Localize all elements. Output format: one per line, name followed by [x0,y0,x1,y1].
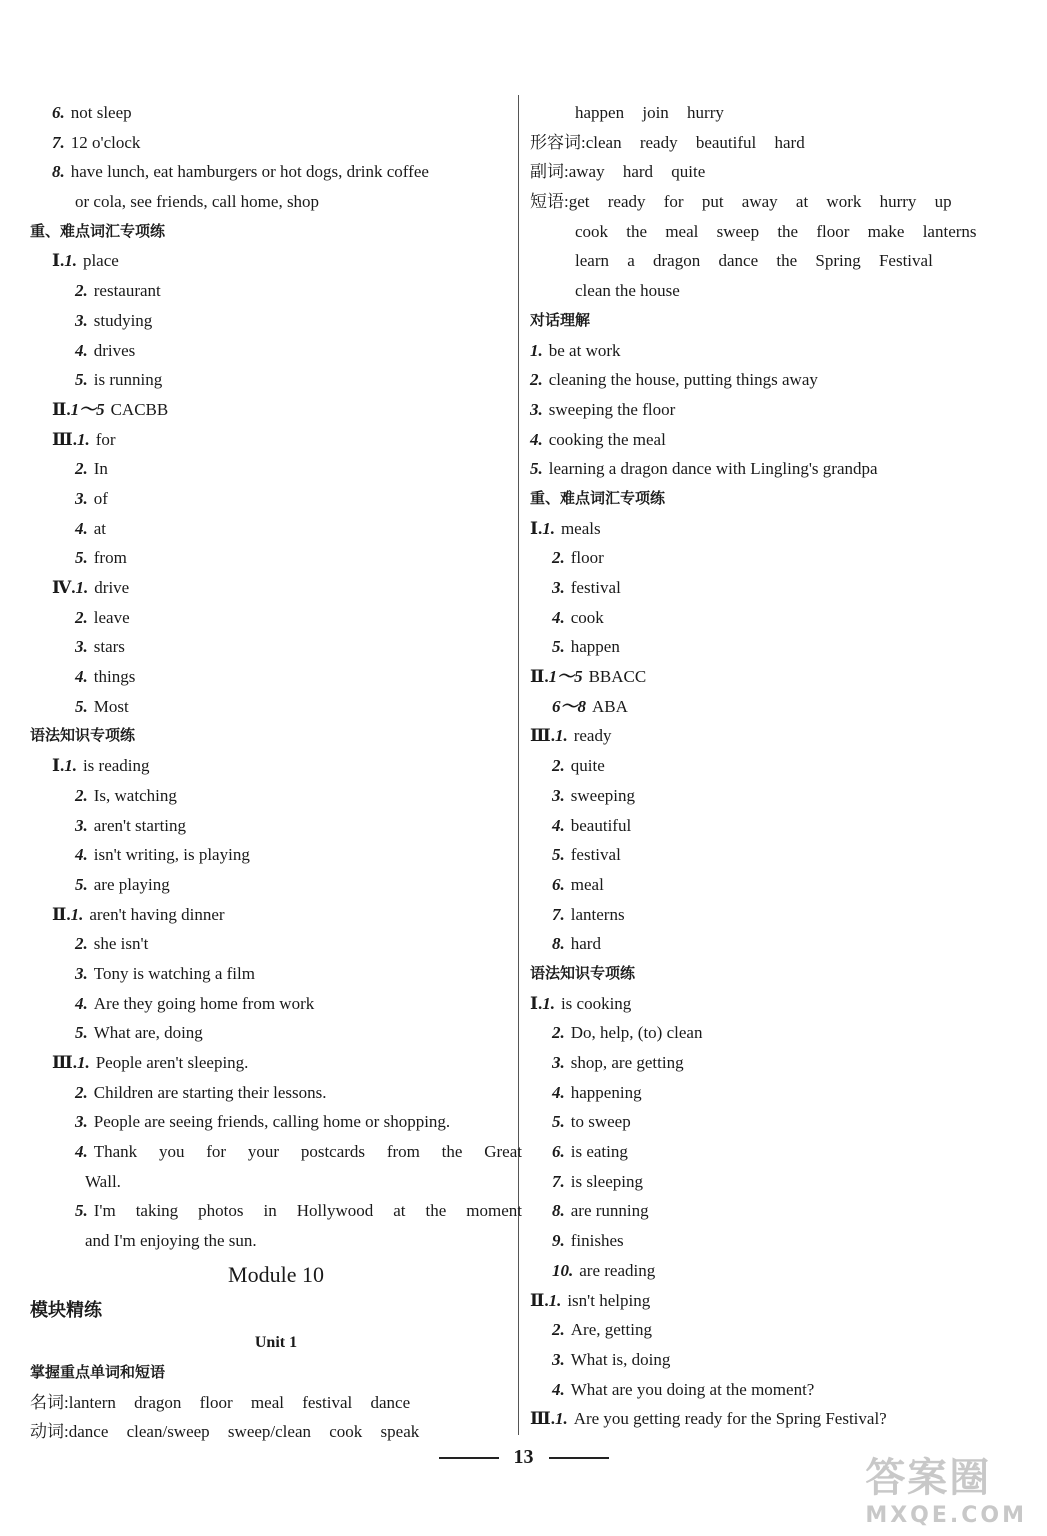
answer-line [530,632,1000,662]
answer-line [30,1294,522,1328]
answer-line [30,781,522,811]
answer-text: shop, are getting [570,1053,684,1072]
answer-text: sweeping the floor [548,399,676,419]
answer-line [530,781,1000,811]
answer-text: Do, help, (to) clean [570,1023,703,1043]
answer-text: hard [570,934,601,954]
answer-line [530,514,1000,544]
answer-line [30,840,522,870]
answer-line [30,1196,522,1226]
answer-text: What are you doing at the moment? [570,1379,815,1399]
item-number: 3. [75,815,88,835]
item-number: 3. [75,1112,88,1132]
item-number: 7. [552,1171,565,1191]
answer-text: isn't helping [567,1290,651,1310]
answer-text: and I'm enjoying the sun. [85,1231,257,1251]
item-number: 4. [552,1379,565,1399]
item-number: 5. [552,1112,565,1132]
answer-line [530,306,1000,336]
item-number: 4. [75,1142,88,1162]
answer-line [30,454,522,484]
answer-line [530,425,1000,455]
answer-text: finishes [570,1231,624,1251]
answer-line [530,187,1000,217]
item-number: 3. [75,963,88,983]
answer-line [30,217,522,247]
item-number: 4. [530,429,543,449]
answer-text: stars [93,637,125,657]
answer-line [530,1196,1000,1226]
answer-text: place [82,251,119,271]
answer-line [30,543,522,573]
answer-text: CACBB [110,399,169,419]
answer-text: 名词:lantern dragon floor meal festival dance [30,1392,411,1412]
answer-text: ready [573,726,612,746]
roman-numeral: Ⅲ. [52,429,77,449]
answer-text: Are they going home from work [93,993,315,1013]
answer-line [530,276,1000,306]
answer-text: drive [94,578,130,597]
answer-text: 对话理解 [530,310,591,329]
item-number: 1. [542,993,555,1013]
item-number: 2. [75,459,88,479]
roman-numeral: Ⅰ. [52,251,65,271]
answer-text: restaurant [93,281,161,301]
item-number: 1. [64,756,77,776]
item-number: 2. [552,756,565,776]
answer-line [30,425,522,455]
answer-line [30,1078,522,1108]
answer-text: festival [570,845,621,865]
item-number: 5. [75,874,88,894]
answer-line [30,484,522,514]
answer-line [30,573,522,603]
roman-numeral: Ⅱ. [530,1290,549,1310]
answer-text: Module 10 [228,1261,324,1287]
item-number: 5. [552,845,565,865]
answer-line [530,336,1000,366]
answer-text: to sweep [570,1112,631,1132]
answer-line [530,840,1000,870]
item-number: 3. [75,488,88,508]
item-number: 3. [552,1053,565,1072]
answer-line [530,1345,1000,1375]
watermark-url: MXQE.COM [865,1503,1027,1528]
answer-line [530,603,1000,633]
answer-text: or cola, see friends, call home, shop [75,192,320,212]
answer-text: cook the meal sweep the floor make lanterns [575,221,977,241]
item-number: 1～5 [548,667,583,687]
item-number: 2. [552,1320,565,1340]
answer-line [530,1137,1000,1167]
answer-line [30,1358,522,1388]
roman-numeral: Ⅱ. [530,667,549,687]
answer-line [30,157,522,187]
item-number: 2. [75,607,88,627]
footer-ornament-left [439,1457,499,1459]
answer-line [530,929,1000,959]
answer-line [30,1167,522,1197]
answer-line [530,1404,1000,1434]
answer-text: BBACC [588,667,647,687]
answer-line [530,662,1000,692]
answer-line [30,306,522,336]
answer-line [530,1256,1000,1286]
answer-text: happen [570,637,620,657]
item-number: 4. [552,1082,565,1102]
item-number: 1. [75,578,89,597]
answer-text: drives [93,340,136,360]
roman-numeral: Ⅰ. [52,756,65,776]
answer-line [30,1137,522,1167]
item-number: 2. [75,1082,88,1102]
answer-text: at [93,518,107,538]
footer-ornament-right [549,1457,609,1459]
answer-line [530,395,1000,425]
answer-text: of [93,488,108,508]
answer-line [530,959,1000,989]
item-number: 6. [52,103,65,122]
item-number: 9. [552,1231,565,1251]
item-number: 1. [530,340,543,360]
answer-text: Are you getting ready for the Spring Festival? [573,1409,887,1429]
answer-text: for [95,429,116,449]
answer-line [30,811,522,841]
item-number: 8. [552,934,565,954]
answer-line [30,1018,522,1048]
answer-text: learn a dragon dance the Spring Festival [575,251,933,271]
item-number: 7. [52,132,65,152]
answer-text: aren't having dinner [89,904,225,924]
item-number: 2. [552,548,565,568]
answer-line [30,98,522,128]
answer-text: festival [570,578,621,597]
item-number: 3. [75,637,88,657]
answer-text: happening [570,1082,642,1102]
answer-text: clean the house [575,281,680,301]
right-column [530,98,1000,1434]
answer-text: things [93,667,136,687]
item-number: 8. [52,162,65,182]
answer-line [30,514,522,544]
roman-numeral: Ⅰ. [530,993,543,1013]
answer-text: cooking the meal [548,429,666,449]
answer-text: cleaning the house, putting things away [548,370,818,390]
answer-line [30,187,522,217]
answer-text: 重、难点词汇专项练 [530,488,666,507]
roman-numeral: Ⅱ. [52,399,71,419]
answer-line [30,128,522,158]
answer-line [530,573,1000,603]
item-number: 1. [70,904,84,924]
answer-line [530,989,1000,1019]
answer-text: quite [570,756,605,776]
answer-line [530,157,1000,187]
answer-text: not sleep [70,103,132,122]
item-number: 5. [75,1023,88,1043]
answer-line [530,1375,1000,1405]
answer-line [30,395,522,425]
answer-text: 短语:get ready for put away at work hurry up [530,192,952,212]
answer-text: studying [93,310,153,330]
answer-line [530,454,1000,484]
roman-numeral: Ⅱ. [52,904,71,924]
answer-text: Are, getting [570,1320,652,1340]
answer-line [530,1018,1000,1048]
item-number: 1. [64,251,77,271]
answer-text: are playing [93,874,170,894]
answer-text: Tony is watching a film [93,963,255,983]
answer-line [30,1107,522,1137]
answer-text: happen join hurry [575,103,724,122]
item-number: 5. [75,548,88,568]
answer-text: In [93,459,108,479]
answer-text: 动词:dance clean/sweep sweep/clean cook speak [30,1422,420,1442]
answer-text: is cooking [560,993,632,1013]
item-number: 4. [75,993,88,1013]
answer-line [30,1048,522,1078]
answer-text: 形容词:clean ready beautiful hard [530,132,805,152]
answer-text: aren't starting [93,815,187,835]
answer-text: Most [93,696,129,716]
answer-line [530,98,1000,128]
item-number: 2. [75,281,88,301]
item-number: 3. [530,399,543,419]
answer-line [30,276,522,306]
answer-line [30,1226,522,1256]
page-number: 13 [513,1446,534,1468]
watermark-logo [865,1446,1027,1528]
item-number: 3. [75,310,88,330]
answer-text: 重、难点词汇专项练 [30,221,166,240]
item-number: 5. [530,459,543,479]
answer-text: meals [560,518,601,538]
roman-numeral: Ⅲ. [52,1053,77,1072]
answer-line [530,128,1000,158]
answer-text: is eating [570,1142,628,1162]
watermark-text: 答案圈 [865,1455,992,1501]
answer-text: Is, watching [93,785,177,805]
item-number: 5. [552,637,565,657]
item-number: 2. [530,370,543,390]
item-number: 4. [552,607,565,627]
answer-line [530,751,1000,781]
left-column [30,98,522,1447]
item-number: 3. [552,1349,565,1369]
answer-text: meal [570,874,604,894]
answer-line [30,870,522,900]
answer-line [30,1328,522,1358]
item-number: 5. [75,1201,88,1221]
answer-line [30,900,522,930]
item-number: 4. [75,667,88,687]
answer-line [30,365,522,395]
answer-text: What is, doing [570,1349,671,1369]
answer-text: 掌握重点单词和短语 [30,1362,166,1381]
answer-line [530,870,1000,900]
answer-text: have lunch, eat hamburgers or hot dogs, drink coffee [70,162,429,182]
answer-text: cook [570,607,604,627]
answer-text: What are, doing [93,1023,203,1043]
answer-line [30,989,522,1019]
item-number: 1. [554,1409,568,1429]
answer-text: learning a dragon dance with Lingling's grandpa [548,459,878,479]
answer-line [530,692,1000,722]
answer-text: lanterns [570,904,625,924]
answer-text: I'm taking photos in Hollywood at the moment [93,1201,522,1221]
item-number: 3. [552,785,565,805]
answer-text: is reading [82,756,150,776]
answer-line [30,662,522,692]
item-number: 10. [552,1260,574,1280]
item-number: 6～8 [552,696,586,716]
answer-text: are running [570,1201,649,1221]
roman-numeral: Ⅲ. [530,1409,555,1429]
answer-line [530,365,1000,395]
answer-text: Wall. [85,1171,121,1191]
answer-text: floor [570,548,604,568]
item-number: 1～5 [70,399,105,419]
answer-line [530,1286,1000,1316]
answer-text: from [93,548,127,568]
answer-text: leave [93,607,130,627]
answer-line [30,632,522,662]
roman-numeral: Ⅳ. [52,578,76,597]
answer-text: 副词:away hard quite [530,162,706,182]
answer-text: is sleeping [570,1171,643,1191]
answer-line [30,721,522,751]
answer-line [530,1315,1000,1345]
answer-text: Unit 1 [254,1333,298,1351]
answer-line [30,1417,522,1447]
answer-text: 语法知识专项练 [30,726,136,745]
item-number: 6. [552,1142,565,1162]
answer-line [30,603,522,633]
answer-line [30,959,522,989]
answer-text: 模块精练 [30,1299,102,1321]
answer-text: are reading [579,1260,656,1280]
answer-text: ABA [592,696,628,716]
item-number: 2. [75,785,88,805]
answer-line [30,1256,522,1294]
answer-line [30,929,522,959]
answer-text: Thank you for your postcards from the Great [93,1142,522,1162]
answer-line [530,1048,1000,1078]
item-number: 5. [75,370,88,390]
item-number: 6. [552,874,565,894]
item-number: 1. [76,429,90,449]
answer-line [530,1167,1000,1197]
answer-text: People are seeing friends, calling home or shopping. [93,1112,451,1132]
answer-line [30,692,522,722]
item-number: 1. [542,518,555,538]
answer-line [30,751,522,781]
answer-text: 12 o'clock [70,132,141,152]
item-number: 1. [554,726,568,746]
answer-line [530,811,1000,841]
answer-line [30,246,522,276]
item-number: 5. [75,696,88,716]
item-number: 4. [75,340,88,360]
answer-text: is running [93,370,163,390]
item-number: 8. [552,1201,565,1221]
item-number: 7. [552,904,565,924]
answer-line [530,484,1000,514]
answer-line [530,217,1000,247]
roman-numeral: Ⅲ. [530,726,555,746]
answer-line [30,1388,522,1418]
answer-text: be at work [548,340,621,360]
item-number: 1. [76,1053,90,1072]
item-number: 2. [552,1023,565,1043]
answer-text: 语法知识专项练 [530,963,636,982]
answer-text: beautiful [570,815,632,835]
answer-line [530,1107,1000,1137]
item-number: 4. [552,815,565,835]
answer-line [530,543,1000,573]
answer-line [530,1226,1000,1256]
answer-line [530,246,1000,276]
item-number: 2. [75,934,88,954]
answer-line [530,721,1000,751]
answer-text: she isn't [93,934,149,954]
answer-text: People aren't sleeping. [95,1053,249,1072]
item-number: 3. [552,578,565,597]
answer-line [30,336,522,366]
item-number: 4. [75,845,88,865]
answer-line [530,900,1000,930]
answer-text: sweeping [570,785,635,805]
item-number: 4. [75,518,88,538]
answer-text: Children are starting their lessons. [93,1082,327,1102]
item-number: 1. [548,1290,562,1310]
roman-numeral: Ⅰ. [530,518,543,538]
answer-line [530,1078,1000,1108]
answer-text: isn't writing, is playing [93,845,250,865]
